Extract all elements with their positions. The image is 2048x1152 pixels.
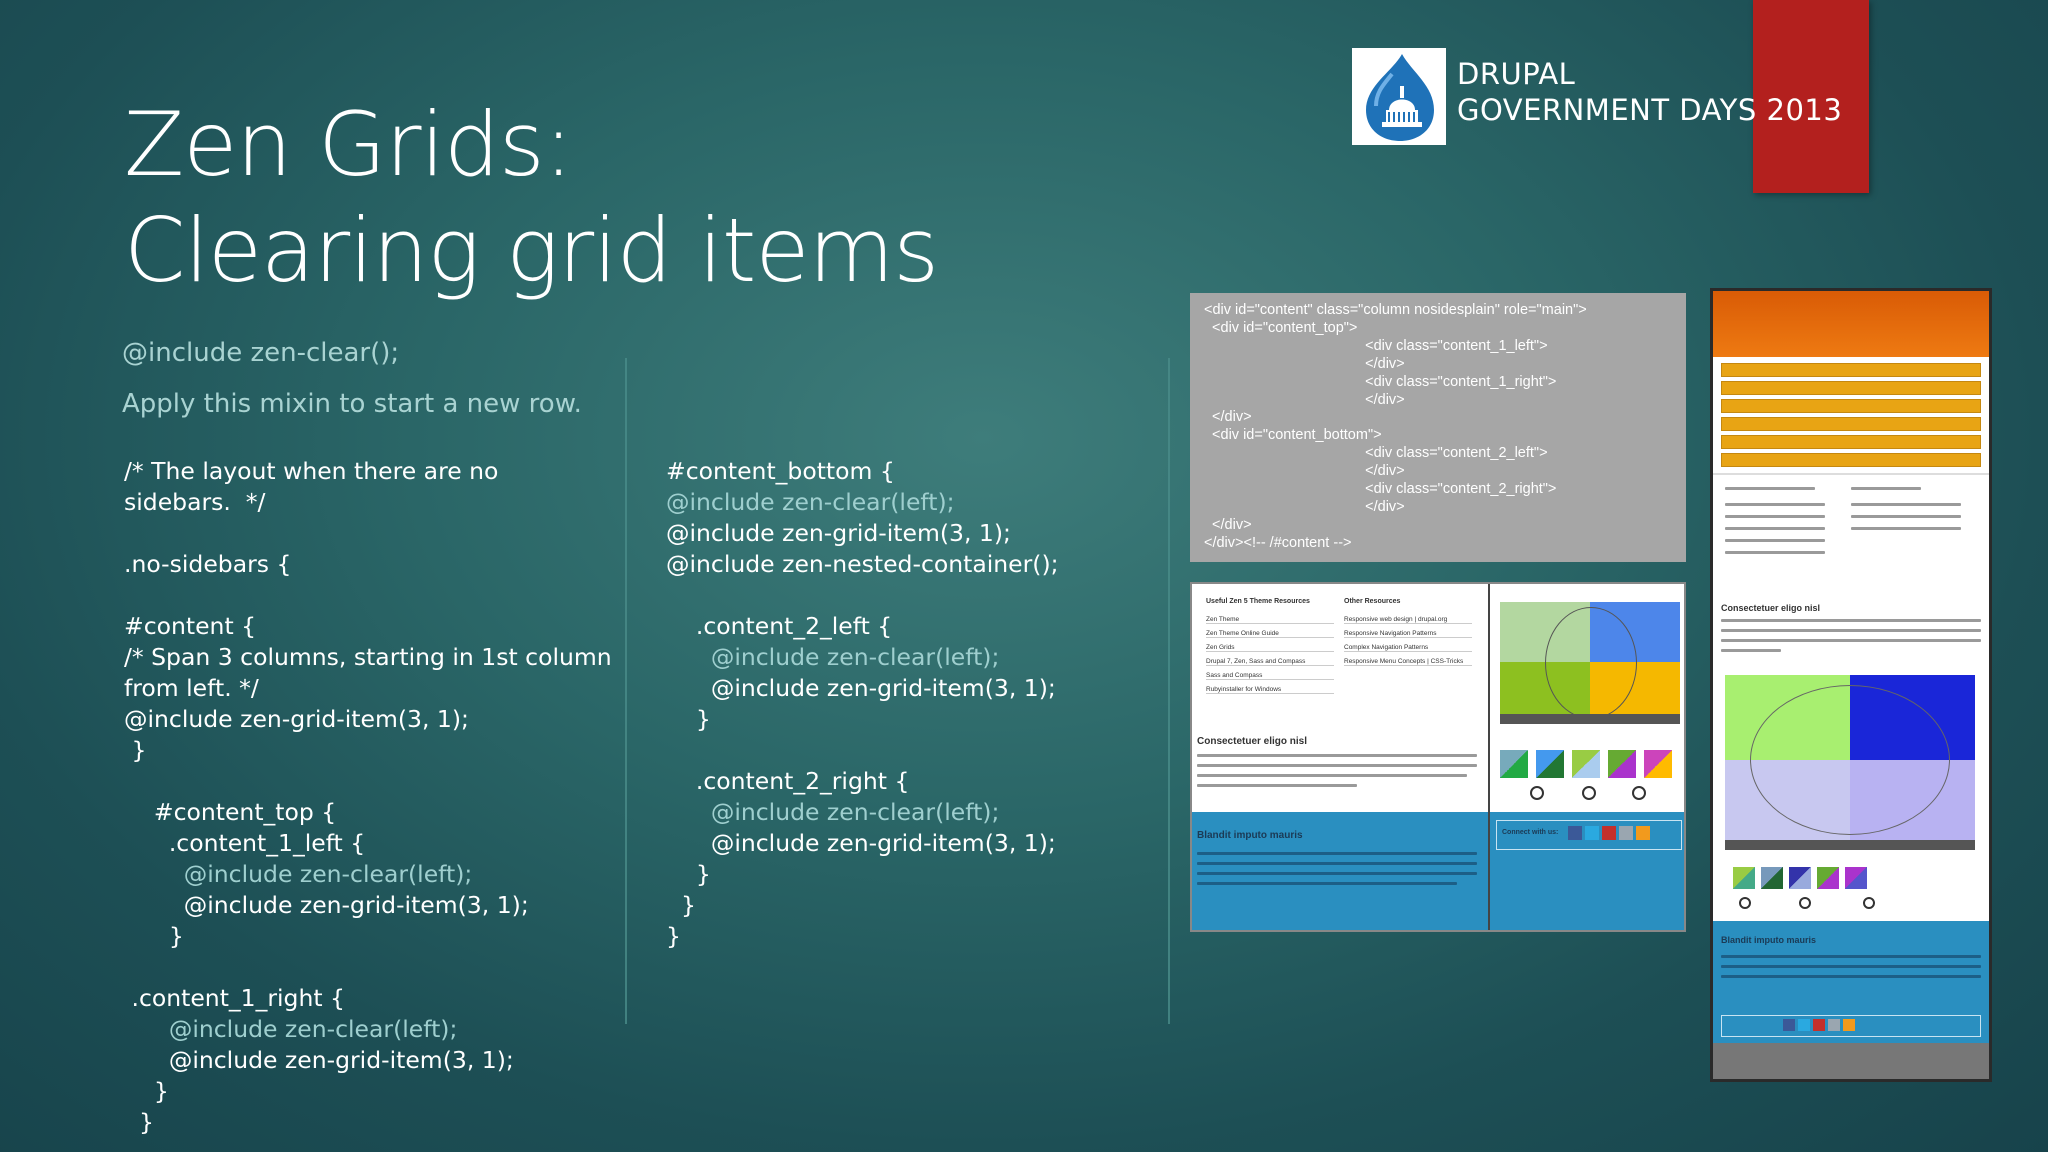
text-line	[1721, 639, 1981, 642]
code-line: }	[124, 1108, 154, 1136]
code-line: .content_2_left {	[666, 612, 893, 640]
code-line: @include zen-grid-item(3, 1);	[124, 705, 469, 733]
markup-line: </div><!-- /#content -->	[1204, 534, 1352, 551]
mock-list-item: Rubyinstaller for Windows	[1206, 686, 1334, 694]
markup-line: </div>	[1204, 516, 1252, 533]
code-line: }	[666, 891, 696, 919]
twitter-icon	[1585, 826, 1599, 840]
code-line: @include zen-clear(left);	[666, 488, 955, 516]
markup-line: </div>	[1204, 463, 1405, 480]
mock2-prev-icon	[1739, 897, 1751, 909]
slide-title-line-1: Zen Grids:	[124, 93, 573, 196]
mock-nav-item	[1721, 417, 1981, 431]
code-line: @include zen-clear(left);	[666, 798, 1000, 826]
intro-mixin: @include zen-clear();	[122, 338, 400, 368]
mock-nav-item	[1721, 399, 1981, 413]
email-icon	[1619, 826, 1633, 840]
code-line: .content_2_right {	[666, 767, 910, 795]
mock-list-item: Zen Theme Online Guide	[1206, 630, 1334, 638]
text-line	[1721, 975, 1981, 978]
mock-prev-icon	[1530, 786, 1544, 800]
text-line	[1721, 955, 1981, 958]
mock2-article-title: Consectetuer eligo nisl	[1721, 603, 1821, 613]
markup-line: <div class="content_2_left">	[1204, 445, 1548, 462]
intro-description: Apply this mixin to start a new row.	[122, 389, 582, 419]
code-line: }	[666, 860, 711, 888]
text-line	[1197, 754, 1477, 757]
markup-line: <div class="content_2_right">	[1204, 481, 1557, 498]
text-line	[1725, 527, 1825, 530]
slide-title	[124, 92, 938, 304]
text-line	[1721, 965, 1981, 968]
code-line	[124, 952, 612, 983]
code-line: }	[666, 922, 681, 950]
mock-nav-item	[1721, 363, 1981, 377]
mock-nav-item	[1721, 435, 1981, 449]
slide-title-line-2: Clearing grid items	[124, 199, 939, 302]
markup-line: <div class="content_1_left">	[1204, 337, 1548, 354]
code-line: @include zen-clear(left);	[666, 643, 1000, 671]
text-line	[1197, 852, 1477, 855]
code-line: @include zen-grid-item(3, 1);	[666, 674, 1056, 702]
code-line: .no-sidebars {	[124, 550, 292, 578]
rss-icon	[1636, 826, 1650, 840]
code-line: @include zen-nested-container();	[666, 550, 1059, 578]
mock-list-item: Sass and Compass	[1206, 672, 1334, 680]
code-line: @include zen-clear(left);	[124, 860, 473, 888]
text-line	[1197, 784, 1357, 787]
conference-line-1: DRUPAL	[1457, 57, 1576, 91]
code-line: .content_1_left {	[124, 829, 366, 857]
code-line: from left. */	[124, 674, 259, 702]
facebook-icon	[1783, 1019, 1795, 1031]
markup-line: <div class="content_1_right">	[1204, 373, 1557, 390]
text-line	[1197, 862, 1477, 865]
markup-line: </div>	[1204, 355, 1405, 372]
code-line: #content_bottom {	[666, 457, 895, 485]
text-line	[1725, 515, 1825, 518]
code-block-right	[666, 456, 1059, 952]
mock2-footer	[1713, 1043, 1989, 1082]
code-line: }	[666, 705, 711, 733]
text-line	[1197, 774, 1467, 777]
text-line	[1725, 503, 1825, 506]
text-line	[1197, 872, 1477, 875]
code-line: /* Span 3 columns, starting in 1st column	[124, 643, 612, 671]
mock-header	[1713, 291, 1989, 357]
email-icon	[1828, 1019, 1840, 1031]
code-line: @include zen-grid-item(3, 1);	[666, 519, 1011, 547]
mock-article-title: Consectetuer eligo nisl	[1197, 736, 1308, 747]
code-line: @include zen-grid-item(3, 1);	[124, 1046, 514, 1074]
mock-col2-heading: Other Resources	[1344, 598, 1401, 605]
code-line: sidebars. */	[124, 488, 266, 516]
mock-nav-item	[1721, 381, 1981, 395]
code-line: @include zen-clear(left);	[124, 1015, 458, 1043]
mock-site-two-column	[1190, 582, 1686, 932]
text-line	[1725, 539, 1825, 542]
facebook-icon	[1568, 826, 1582, 840]
markup-example-panel	[1190, 293, 1686, 562]
text-line	[1851, 515, 1961, 518]
conference-name	[1457, 56, 1842, 128]
code-line	[124, 580, 612, 611]
text-line	[1197, 882, 1457, 885]
mock2-slideshow-image	[1725, 675, 1975, 850]
text-line	[1721, 649, 1781, 652]
code-line	[124, 766, 612, 797]
text-line	[1721, 629, 1981, 632]
mock-list-item: Responsive web design | drupal.org	[1344, 616, 1472, 624]
code-line	[666, 580, 1059, 611]
code-block-left	[124, 456, 612, 1138]
code-line: /* The layout when there are no	[124, 457, 499, 485]
mock-navigation	[1721, 363, 1981, 471]
code-line	[666, 735, 1059, 766]
mock-next-icon	[1632, 786, 1646, 800]
code-line: #content_top {	[124, 798, 337, 826]
code-line: }	[124, 736, 147, 764]
mock-bottom-title: Blandit imputo mauris	[1197, 830, 1303, 841]
rss-icon	[1843, 1019, 1855, 1031]
youtube-icon	[1813, 1019, 1825, 1031]
mock2-bottom-title: Blandit imputo mauris	[1721, 935, 1817, 945]
mock-list-item: Complex Navigation Patterns	[1344, 644, 1472, 652]
column-divider-1	[625, 358, 627, 1024]
twitter-icon	[1798, 1019, 1810, 1031]
markup-line: <div id="content_bottom">	[1204, 427, 1382, 444]
mock-list-item: Zen Grids	[1206, 644, 1334, 652]
code-line: .content_1_right {	[124, 984, 346, 1012]
mock-thumbnails	[1500, 750, 1680, 780]
text-line	[1721, 619, 1981, 622]
markup-line: <div id="content_top">	[1204, 319, 1358, 336]
conference-line-2: GOVERNMENT DAYS 2013	[1457, 93, 1843, 127]
mock-slideshow-image	[1500, 602, 1680, 722]
mock-site-single-column	[1710, 288, 1992, 1082]
column-divider-2	[1168, 358, 1170, 1024]
mock-col1-heading: Useful Zen 5 Theme Resources	[1206, 598, 1310, 605]
youtube-icon	[1602, 826, 1616, 840]
mock-connect-label: Connect with us:	[1502, 829, 1559, 836]
mock2-pause-icon	[1799, 897, 1811, 909]
mock2-next-icon	[1863, 897, 1875, 909]
mock-list-item: Zen Theme	[1206, 616, 1334, 624]
text-line	[1851, 503, 1961, 506]
markup-line: <div id="content" class="column nosidesplain" role="main">	[1204, 302, 1587, 318]
markup-line: </div>	[1204, 498, 1405, 515]
markup-line: </div>	[1204, 409, 1252, 426]
code-line: @include zen-grid-item(3, 1);	[666, 829, 1056, 857]
code-line: }	[124, 922, 184, 950]
mock-list-item: Responsive Navigation Patterns	[1344, 630, 1472, 638]
text-line	[1725, 551, 1825, 554]
code-line: }	[124, 1077, 169, 1105]
mock-list-item: Drupal 7, Zen, Sass and Compass	[1206, 658, 1334, 666]
mock2-thumbnails	[1733, 867, 1933, 891]
text-line	[1851, 487, 1921, 490]
code-line	[124, 518, 612, 549]
text-line	[1851, 527, 1961, 530]
markup-line: </div>	[1204, 391, 1405, 408]
drupal-capitol-drop-icon	[1352, 48, 1446, 145]
mock-nav-item	[1721, 453, 1981, 467]
text-line	[1197, 764, 1477, 767]
code-line: #content {	[124, 612, 257, 640]
text-line	[1725, 487, 1815, 490]
mock-list-item: Responsive Menu Concepts | CSS-Tricks	[1344, 658, 1472, 666]
mock-pause-icon	[1582, 786, 1596, 800]
code-line: @include zen-grid-item(3, 1);	[124, 891, 529, 919]
